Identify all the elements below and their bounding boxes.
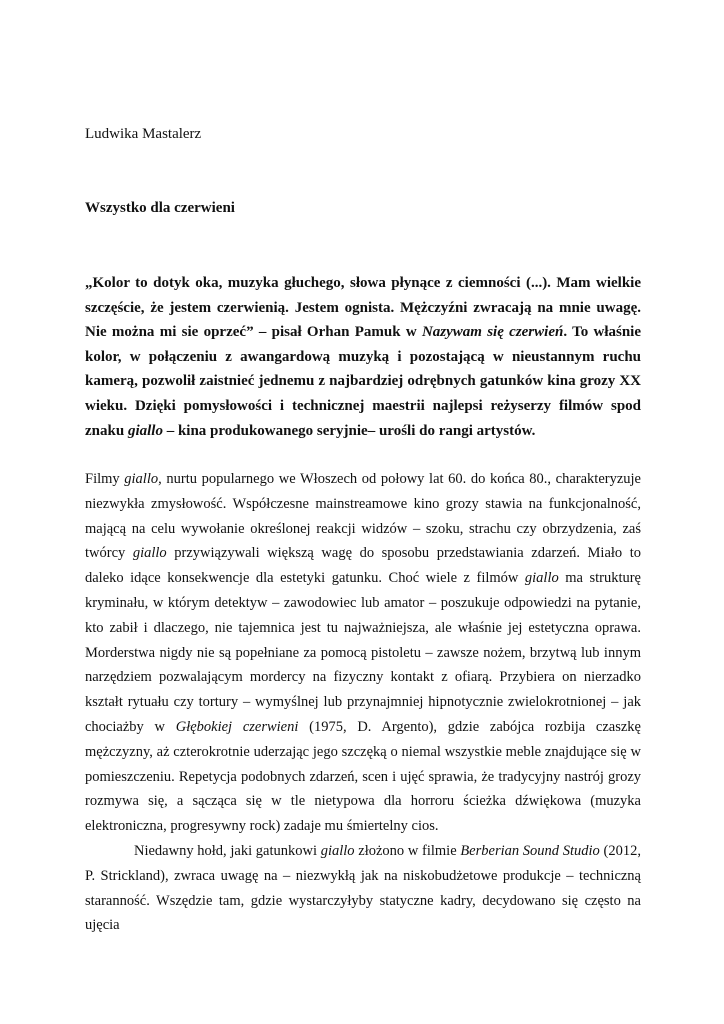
lead-paragraph <box>85 271 641 443</box>
italic-text: giallo <box>124 471 159 487</box>
article-body <box>85 467 641 938</box>
text-run: . To właśnie kolor, w połączeniu z awangardową muzyką i pozostającą w nieustannym ruchu kamerą, pozwolił zaistnieć jednemu z najbardziej odrębnych gatunków kina grozy XX wieku. Dzięki pomysłowości i technicznej maestrii najlepsi reżyserzy filmów spod znaku <box>85 324 641 439</box>
text-run: przywiązywali większą wagę do sposobu przedstawiania zdarzeń. Miało to daleko idące konsekwencje dla estetyki gatunku. Choć wiele z filmów <box>85 545 642 587</box>
italic-text: giallo <box>320 842 355 859</box>
text-run: , nurtu popularnego we Włoszech od połowy lat 60. do końca 80., charakteryzuje niezwykła zmysłowość. Współczesne mainstreamowe kino grozy stawia na funkcjonalność, mającą na celu wywołanie określonej reakcji widzów – szoku, strachu czy obrzydzenia, zaś twórcy <box>85 471 641 562</box>
body-paragraph-1 <box>85 467 641 839</box>
article-title: Wszystko dla czerwieni <box>85 200 235 216</box>
text-run: (2012, P. Strickland), zwraca uwagę na – niezwykłą jak na niskobudżetowe produkcje – techniczną staranność. Wszędzie tam, gdzie wystarczyłyby statyczne kadry, decydowano się często na ujęcia <box>85 842 641 934</box>
italic-text: Berberian Sound Studio <box>460 842 600 859</box>
italic-text: Głębokiej czerwieni <box>175 718 299 735</box>
text-run: Filmy <box>85 471 125 487</box>
text-run: ma strukturę kryminału, w którym detektyw – zawodowiec lub amator – poszukuje odpowiedzi na pytanie, kto zabił i dlaczego, nie tajemnica jest tu najważniejsza, ale właśnie jej estetyczna oprawa. Morderstwa nigdy nie są popełniane za pomocą pistoletu – zawsze nożem, brzytwą lub innym narzędziem pozwalającym mordercy na fizyczny kontakt z ofiarą. Przybiera on nierzadko kształt rytuału czy tortury – wymyślnej lub przynajmniej hipnotycznie zwielokrotnionej – jak chociażby w <box>85 570 641 735</box>
text-run: złożono w filmie <box>354 842 461 859</box>
text-run: „Kolor to dotyk oka, muzyka głuchego, słowa płynące z ciemności (...). Mam wielkie szczęście, że jestem czerwienią. Jestem ognista. Mężczyźni zwracają na mnie uwagę. Nie można mi sie oprzeć” – pisał Orhan Pamuk w <box>85 275 641 341</box>
text-run: (1975, D. Argento), gdzie zabójca rozbija czaszkę mężczyzny, aż czterokrotnie uderzając jego szczęką o niemal wszystkie meble znajdujące się w pomieszczeniu. Repetycja podobnych zdarzeń, scen i ujęć sprawia, że tradycyjny nastrój grozy rozmywa się, a sącząca się w tle nietypowa dla horroru ścieżka dźwiękowa (muzyka elektroniczna, progresywny rock) zadaje mu śmiertelny cios. <box>85 718 641 835</box>
body-paragraph-2 <box>85 839 641 938</box>
text-run: Niedawny hołd, jaki gatunkowi <box>134 842 321 859</box>
italic-text: giallo <box>132 545 167 562</box>
italic-text: Nazywam się czerwień <box>421 324 564 341</box>
italic-text: giallo <box>127 422 163 439</box>
author-name: Ludwika Mastalerz <box>85 126 202 142</box>
italic-text: giallo <box>524 570 559 587</box>
text-run: – kina produkowanego seryjnie– urośli do rangi artystów. <box>162 422 536 439</box>
